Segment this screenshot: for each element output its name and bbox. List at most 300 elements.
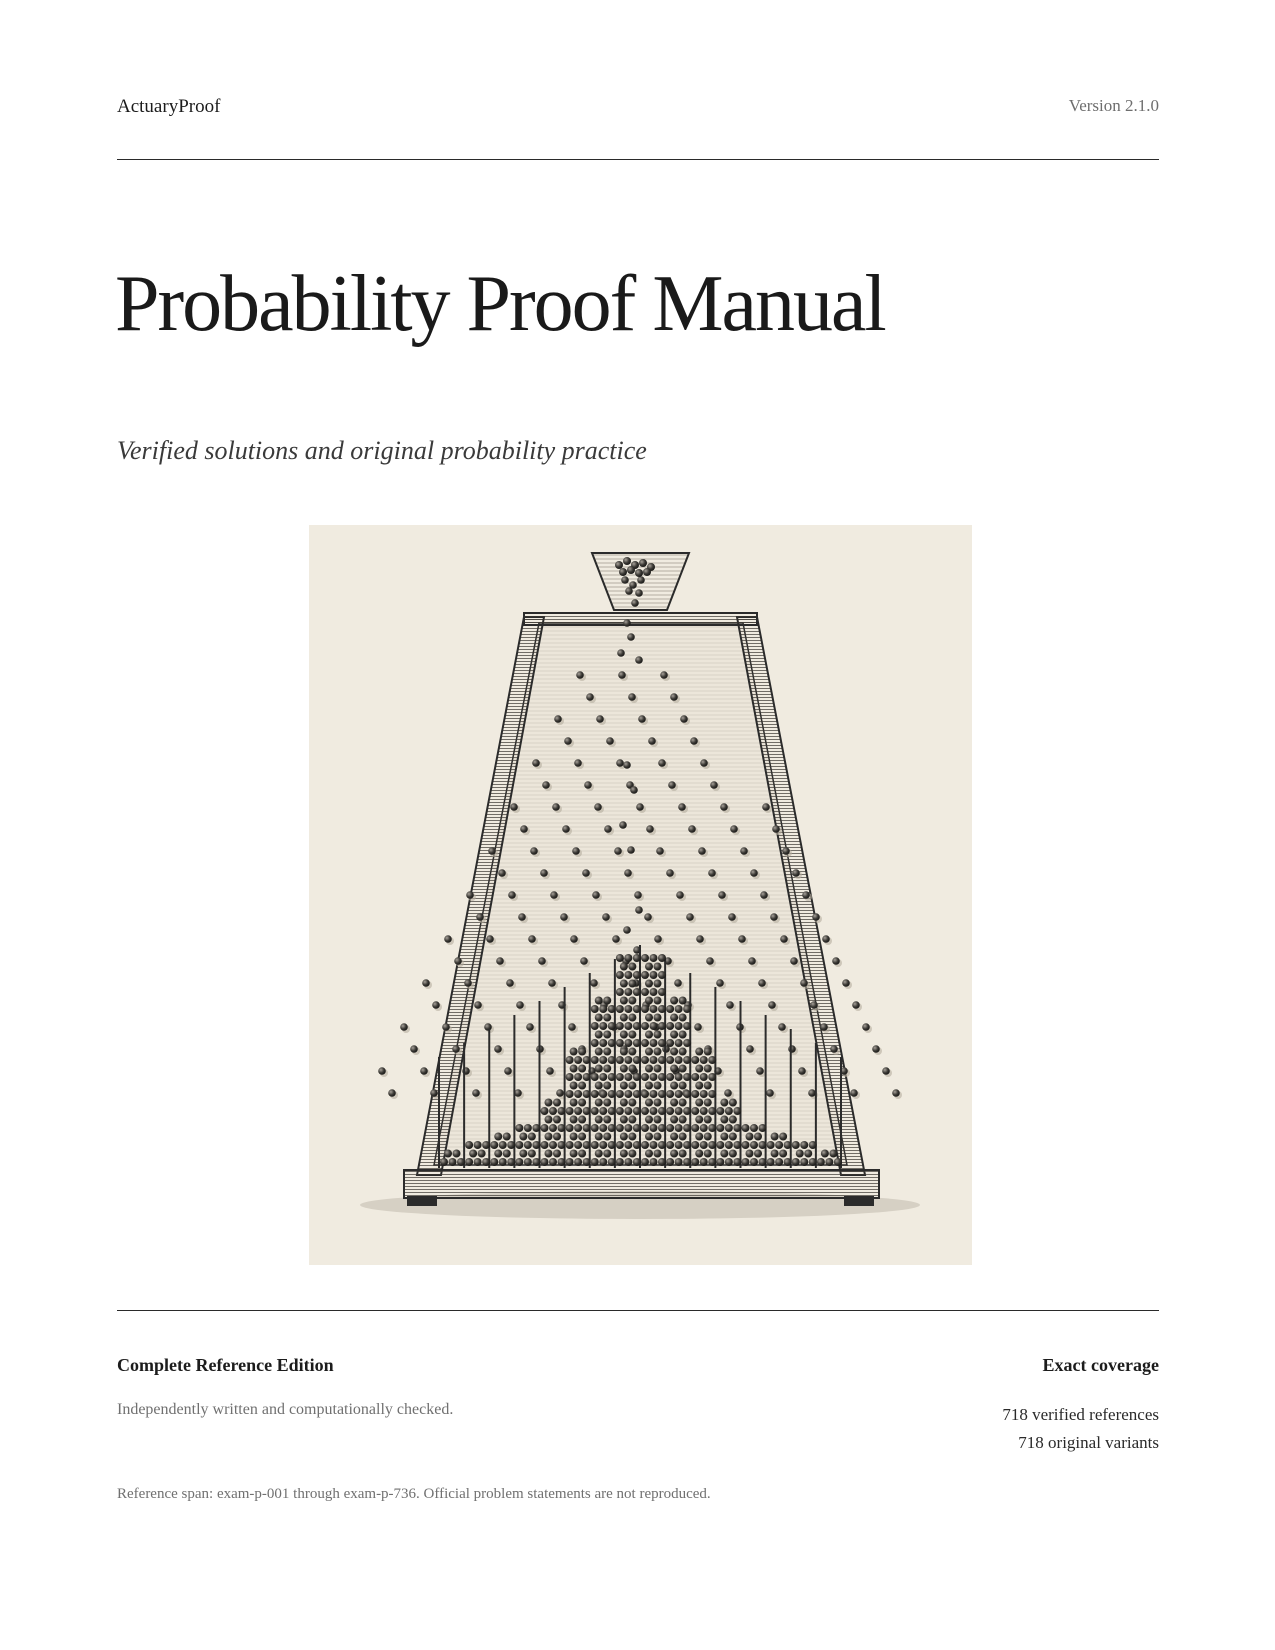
peg [738, 935, 746, 943]
peg [758, 979, 766, 987]
piled-ball [633, 954, 641, 962]
piled-ball [691, 1056, 699, 1064]
piled-ball [578, 1048, 586, 1056]
peg [520, 825, 528, 833]
piled-ball [620, 1031, 628, 1039]
falling-ball [630, 786, 638, 794]
piled-ball [666, 1107, 674, 1115]
piled-ball [704, 1116, 712, 1124]
piled-ball [620, 980, 628, 988]
piled-ball [465, 1141, 473, 1149]
piled-ball [624, 1107, 632, 1115]
piled-ball [449, 1158, 457, 1166]
piled-ball [633, 1056, 641, 1064]
piled-ball [482, 1158, 490, 1166]
piled-ball [574, 1124, 582, 1132]
peg [668, 781, 676, 789]
piled-ball [650, 1073, 658, 1081]
piled-ball [595, 1116, 603, 1124]
piled-ball [683, 1073, 691, 1081]
piled-ball [683, 1107, 691, 1115]
piled-ball [754, 1133, 762, 1141]
peg [694, 1023, 702, 1031]
piled-ball [553, 1150, 561, 1158]
peg [798, 1067, 806, 1075]
piled-ball [608, 1124, 616, 1132]
piled-ball [624, 954, 632, 962]
peg [564, 737, 572, 745]
peg [556, 1089, 564, 1097]
piled-ball [553, 1099, 561, 1107]
peg [678, 803, 686, 811]
peg [560, 913, 568, 921]
peg [788, 1045, 796, 1053]
peg [862, 1023, 870, 1031]
piled-ball [800, 1141, 808, 1149]
piled-ball [666, 1039, 674, 1047]
piled-ball [650, 971, 658, 979]
piled-ball [821, 1150, 829, 1158]
piled-ball [670, 1133, 678, 1141]
piled-ball [750, 1124, 758, 1132]
piled-ball [570, 1150, 578, 1158]
peg [746, 1045, 754, 1053]
piled-ball [633, 971, 641, 979]
piled-ball [566, 1056, 574, 1064]
peg [606, 737, 614, 745]
piled-ball [620, 997, 628, 1005]
piled-ball [670, 997, 678, 1005]
peg [614, 847, 622, 855]
peg [812, 913, 820, 921]
piled-ball [650, 1141, 658, 1149]
peg [594, 803, 602, 811]
piled-ball [784, 1158, 792, 1166]
piled-ball [545, 1116, 553, 1124]
piled-ball [683, 1022, 691, 1030]
peg [780, 935, 788, 943]
piled-ball [729, 1116, 737, 1124]
piled-ball [817, 1158, 825, 1166]
piled-ball [708, 1090, 716, 1098]
piled-ball [675, 1158, 683, 1166]
piled-ball [658, 954, 666, 962]
piled-ball [650, 1124, 658, 1132]
piled-ball [645, 1116, 653, 1124]
piled-ball [608, 1090, 616, 1098]
piled-ball [599, 1039, 607, 1047]
piled-ball [720, 1099, 728, 1107]
piled-ball [695, 1116, 703, 1124]
footer-divider [117, 1310, 1159, 1311]
piled-ball [716, 1124, 724, 1132]
piled-ball [608, 1107, 616, 1115]
piled-ball [628, 1031, 636, 1039]
peg [782, 847, 790, 855]
base-foot-right [844, 1196, 874, 1206]
peg [660, 671, 668, 679]
piled-ball [528, 1133, 536, 1141]
piled-ball [603, 1048, 611, 1056]
peg [842, 979, 850, 987]
piled-ball [767, 1141, 775, 1149]
peg [628, 693, 636, 701]
piled-ball [591, 1107, 599, 1115]
piled-ball [675, 1107, 683, 1115]
piled-ball [578, 1065, 586, 1073]
piled-ball [700, 1056, 708, 1064]
piled-ball [729, 1133, 737, 1141]
falling-ball [631, 599, 639, 607]
piled-ball [608, 1039, 616, 1047]
piled-ball [507, 1141, 515, 1149]
piled-ball [566, 1141, 574, 1149]
peg [550, 891, 558, 899]
piled-ball [675, 1090, 683, 1098]
piled-ball [654, 1014, 662, 1022]
piled-ball [754, 1150, 762, 1158]
piled-ball [670, 1116, 678, 1124]
piled-ball [633, 1124, 641, 1132]
piled-ball [478, 1150, 486, 1158]
piled-ball [608, 1073, 616, 1081]
piled-ball [658, 1107, 666, 1115]
piled-ball [566, 1158, 574, 1166]
piled-ball [628, 1133, 636, 1141]
piled-ball [645, 1065, 653, 1073]
piled-ball [566, 1124, 574, 1132]
piled-ball [700, 1107, 708, 1115]
piled-ball [620, 1014, 628, 1022]
piled-ball [599, 1141, 607, 1149]
piled-ball [645, 1014, 653, 1022]
peg [748, 957, 756, 965]
peg [466, 891, 474, 899]
piled-ball [725, 1124, 733, 1132]
piled-ball [700, 1124, 708, 1132]
piled-ball [595, 1031, 603, 1039]
piled-ball [595, 1133, 603, 1141]
page-header [117, 92, 1159, 122]
peg [658, 759, 666, 767]
peg [542, 781, 550, 789]
peg [670, 693, 678, 701]
piled-ball [658, 1158, 666, 1166]
peg [378, 1067, 386, 1075]
piled-ball [624, 1158, 632, 1166]
peg [882, 1067, 890, 1075]
piled-ball [494, 1150, 502, 1158]
peg [624, 869, 632, 877]
peg [532, 759, 540, 767]
piled-ball [666, 1056, 674, 1064]
peg [442, 1023, 450, 1031]
piled-ball [608, 1056, 616, 1064]
falling-ball [619, 821, 627, 829]
piled-ball [759, 1141, 767, 1149]
falling-ball [627, 633, 635, 641]
peg [800, 979, 808, 987]
piled-ball [650, 1158, 658, 1166]
piled-ball [654, 980, 662, 988]
piled-ball [595, 1082, 603, 1090]
piled-ball [800, 1158, 808, 1166]
falling-ball [623, 619, 631, 627]
piled-ball [616, 1073, 624, 1081]
peg [576, 671, 584, 679]
peg [696, 935, 704, 943]
peg [778, 1023, 786, 1031]
piled-ball [628, 1048, 636, 1056]
hopper-ball [635, 569, 643, 577]
piled-ball [733, 1158, 741, 1166]
document-title: Probability Proof Manual [115, 260, 885, 348]
piled-ball [490, 1141, 498, 1149]
falling-ball [621, 576, 629, 584]
piled-ball [750, 1141, 758, 1149]
peg [654, 935, 662, 943]
piled-ball [603, 1116, 611, 1124]
piled-ball [650, 1039, 658, 1047]
piled-ball [599, 1005, 607, 1013]
piled-ball [666, 1022, 674, 1030]
piled-ball [641, 1073, 649, 1081]
peg [528, 935, 536, 943]
piled-ball [532, 1124, 540, 1132]
piled-ball [792, 1158, 800, 1166]
peg [690, 737, 698, 745]
piled-ball [746, 1150, 754, 1158]
piled-ball [599, 1158, 607, 1166]
piled-ball [570, 1082, 578, 1090]
piled-ball [599, 1107, 607, 1115]
peg [762, 803, 770, 811]
peg [388, 1089, 396, 1097]
piled-ball [641, 988, 649, 996]
piled-ball [704, 1133, 712, 1141]
piled-ball [515, 1141, 523, 1149]
piled-ball [624, 1039, 632, 1047]
piled-ball [708, 1158, 716, 1166]
version-label: Version 2.1.0 [1068, 96, 1159, 115]
piled-ball [695, 1065, 703, 1073]
peg [568, 1023, 576, 1031]
piled-ball [474, 1158, 482, 1166]
piled-ball [654, 1099, 662, 1107]
piled-ball [683, 1090, 691, 1098]
piled-ball [620, 1150, 628, 1158]
piled-ball [675, 1056, 683, 1064]
piled-ball [641, 1158, 649, 1166]
piled-ball [570, 1048, 578, 1056]
piled-ball [733, 1141, 741, 1149]
peg [530, 847, 538, 855]
piled-ball [574, 1107, 582, 1115]
piled-ball [658, 1005, 666, 1013]
peg [770, 913, 778, 921]
coverage-title: Exact coverage [1042, 1355, 1159, 1375]
piled-ball [591, 1073, 599, 1081]
piled-ball [633, 1073, 641, 1081]
piled-ball [658, 1022, 666, 1030]
piled-ball [566, 1090, 574, 1098]
piled-ball [658, 1090, 666, 1098]
piled-ball [583, 1056, 591, 1064]
falling-ball [627, 846, 635, 854]
piled-ball [679, 997, 687, 1005]
piled-ball [695, 1048, 703, 1056]
piled-ball [683, 1158, 691, 1166]
piled-ball [624, 1141, 632, 1149]
piled-ball [759, 1124, 767, 1132]
piled-ball [603, 1031, 611, 1039]
peg [674, 979, 682, 987]
piled-ball [666, 1124, 674, 1132]
piled-ball [700, 1073, 708, 1081]
piled-ball [679, 1116, 687, 1124]
piled-ball [603, 1099, 611, 1107]
piled-ball [804, 1150, 812, 1158]
falling-ball [623, 926, 631, 934]
piled-ball [595, 1014, 603, 1022]
peg [822, 935, 830, 943]
piled-ball [641, 1056, 649, 1064]
piled-ball [704, 1150, 712, 1158]
piled-ball [650, 954, 658, 962]
peg [718, 891, 726, 899]
piled-ball [641, 1141, 649, 1149]
peg [518, 913, 526, 921]
peg [570, 935, 578, 943]
piled-ball [809, 1158, 817, 1166]
piled-ball [507, 1158, 515, 1166]
piled-ball [700, 1158, 708, 1166]
peg [472, 1089, 480, 1097]
piled-ball [549, 1158, 557, 1166]
hopper-ball [627, 566, 635, 574]
peg [586, 693, 594, 701]
piled-ball [608, 1005, 616, 1013]
piled-ball [616, 1022, 624, 1030]
piled-ball [767, 1158, 775, 1166]
piled-ball [645, 1099, 653, 1107]
falling-ball [635, 656, 643, 664]
piled-ball [650, 988, 658, 996]
piled-ball [834, 1158, 842, 1166]
piled-ball [708, 1141, 716, 1149]
piled-ball [704, 1099, 712, 1107]
peg [494, 1045, 502, 1053]
piled-ball [603, 1133, 611, 1141]
peg [452, 1045, 460, 1053]
peg [596, 715, 604, 723]
piled-ball [499, 1158, 507, 1166]
piled-ball [742, 1141, 750, 1149]
peg [496, 957, 504, 965]
piled-ball [549, 1124, 557, 1132]
peg [592, 891, 600, 899]
peg [768, 1001, 776, 1009]
peg [572, 847, 580, 855]
peg [832, 957, 840, 965]
reference-span-note: Reference span: exam-p-001 through exam-p-736. Official problem statements are not reproduced. [117, 1486, 711, 1502]
piled-ball [591, 1056, 599, 1064]
piled-ball [695, 1150, 703, 1158]
piled-ball [578, 1099, 586, 1107]
piled-ball [670, 1082, 678, 1090]
piled-ball [716, 1107, 724, 1115]
piled-ball [608, 1158, 616, 1166]
piled-ball [641, 1090, 649, 1098]
piled-ball [654, 1065, 662, 1073]
peg [488, 847, 496, 855]
peg [582, 869, 590, 877]
piled-ball [645, 980, 653, 988]
piled-ball [553, 1116, 561, 1124]
piled-ball [679, 1150, 687, 1158]
peg [636, 803, 644, 811]
piled-ball [616, 954, 624, 962]
piled-ball [591, 1022, 599, 1030]
falling-ball [637, 576, 645, 584]
piled-ball [624, 1005, 632, 1013]
peg [552, 803, 560, 811]
peg [708, 869, 716, 877]
peg [562, 825, 570, 833]
piled-ball [603, 1082, 611, 1090]
piled-ball [624, 1022, 632, 1030]
peg [830, 1045, 838, 1053]
piled-ball [603, 997, 611, 1005]
falling-ball [635, 589, 643, 597]
piled-ball [524, 1158, 532, 1166]
piled-ball [583, 1090, 591, 1098]
peg [538, 957, 546, 965]
piled-ball [578, 1133, 586, 1141]
piled-ball [645, 1150, 653, 1158]
piled-ball [691, 1090, 699, 1098]
piled-ball [620, 1116, 628, 1124]
piled-ball [683, 1056, 691, 1064]
piled-ball [654, 963, 662, 971]
piled-ball [595, 1150, 603, 1158]
piled-ball [624, 988, 632, 996]
piled-ball [616, 1124, 624, 1132]
falling-ball [617, 649, 625, 657]
peg [508, 891, 516, 899]
piled-ball [691, 1073, 699, 1081]
coverage-list [1002, 1401, 1159, 1457]
piled-ball [645, 1031, 653, 1039]
piled-ball [583, 1141, 591, 1149]
piled-ball [683, 1124, 691, 1132]
piled-ball [679, 1099, 687, 1107]
piled-ball [444, 1150, 452, 1158]
peg [656, 847, 664, 855]
peg [618, 671, 626, 679]
peg [728, 913, 736, 921]
piled-ball [633, 1090, 641, 1098]
piled-ball [666, 1158, 674, 1166]
piled-ball [591, 1090, 599, 1098]
piled-ball [633, 1107, 641, 1115]
peg [510, 803, 518, 811]
piled-ball [595, 1048, 603, 1056]
brand-name: ActuaryProof [117, 96, 221, 117]
piled-ball [775, 1158, 783, 1166]
peg [498, 869, 506, 877]
peg [644, 913, 652, 921]
